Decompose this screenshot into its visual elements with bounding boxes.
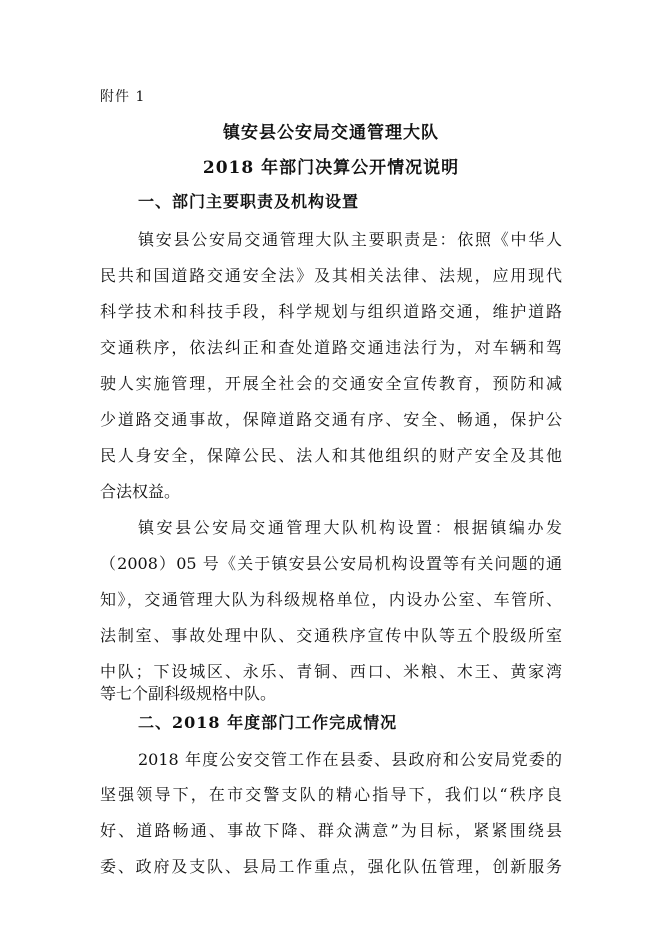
paragraph-line: 交通秩序，依法纠正和查处道路交通违法行为，对车辆和驾 [100, 338, 562, 357]
attachment-label: 附件 1 [100, 89, 146, 105]
paragraph-line: 好、道路畅通、事故下降、群众满意”为目标，紧紧围绕县 [100, 821, 562, 840]
paragraph-line: 知》，交通管理大队为科级规格单位，内设办公室、车管所、 [100, 590, 562, 609]
paragraph-line: 镇安县公安局交通管理大队主要职责是：依照《中华人 [138, 230, 562, 249]
paragraph-line: 驶人实施管理，开展全社会的交通安全宣传教育，预防和减 [100, 374, 562, 393]
paragraph-line: 坚强领导下，在市交警支队的精心指导下，我们以“秩序良 [100, 785, 562, 804]
paragraph-line: 少道路交通事故，保障道路交通有序、安全、畅通，保护公 [100, 410, 562, 429]
document-title: 镇安县公安局交通管理大队 [223, 123, 439, 143]
paragraph-line: 镇安县公安局交通管理大队机构设置：根据镇编办发 [138, 518, 562, 537]
paragraph-line: 科学技术和科技手段，科学规划与组织道路交通，维护道路 [100, 302, 562, 321]
paragraph-line: 法制室、事故处理中队、交通秩序宣传中队等五个股级所室 [100, 626, 562, 645]
paragraph-line: 民共和国道路交通安全法》及其相关法律、法规，应用现代 [100, 266, 562, 285]
paragraph-line: 民人身安全，保障公民、法人和其他组织的财产安全及其他 [100, 446, 562, 465]
paragraph-line: 等七个副科级规格中队。 [100, 684, 277, 703]
paragraph-line: 委、政府及支队、县局工作重点，强化队伍管理，创新服务 [100, 857, 562, 876]
paragraph-line: 2018 年度公安交管工作在县委、县政府和公安局党委的 [138, 750, 562, 769]
section1-heading: 一、部门主要职责及机构设置 [138, 192, 360, 211]
paragraph-line: 中队；下设城区、永乐、青铜、西口、米粮、木王、黄家湾 [100, 662, 562, 681]
section2-heading: 二、2018 年度部门工作完成情况 [138, 713, 398, 732]
paragraph-line: 合法权益。 [100, 482, 181, 501]
document-subtitle: 2018 年部门决算公开情况说明 [202, 158, 460, 178]
paragraph-line: （2008）05 号《关于镇安县公安局机构设置等有关问题的通 [100, 554, 562, 573]
